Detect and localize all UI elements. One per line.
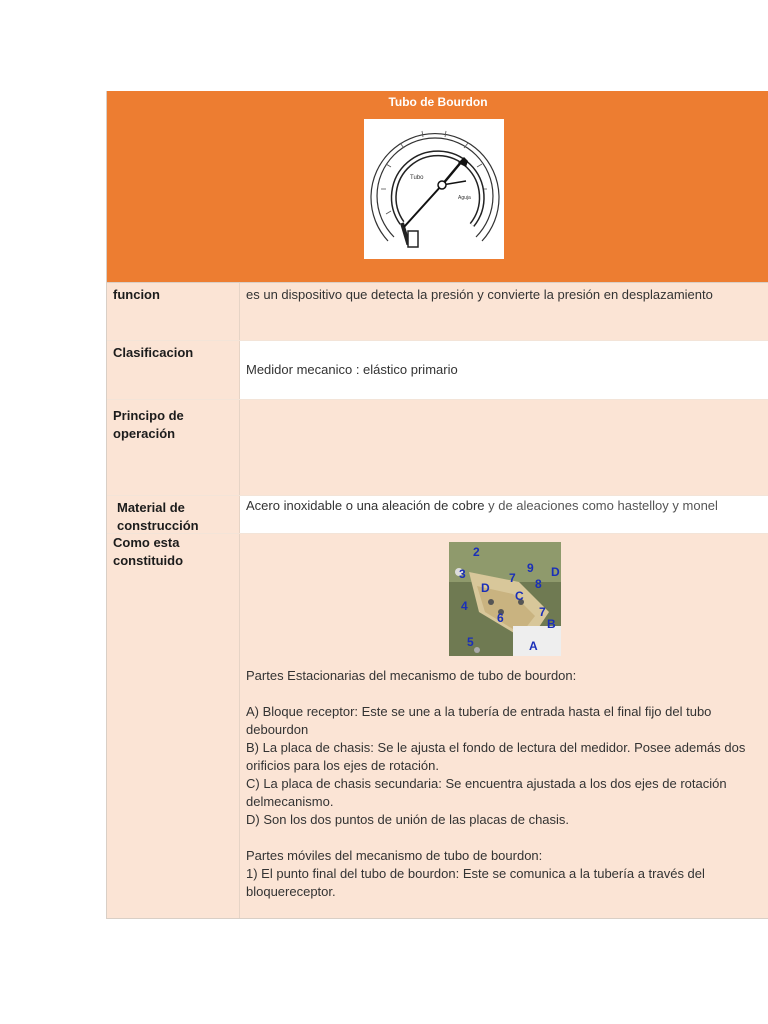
part-b: B) La placa de chasis: Se le ajusta el fondo de lectura del medidor. Posee además dos orificios para los ejes de rotación. — [246, 740, 746, 773]
material-text-b: y de aleaciones como hastelloy y monel — [488, 498, 718, 513]
row-label: Principo de operación — [107, 400, 240, 495]
row-label: Como esta constituido — [107, 534, 240, 918]
part-1: 1) El punto final del tubo de bourdon: Este se comunica a la tubería a través del bloquereceptor. — [246, 866, 705, 899]
photo-label: B — [546, 617, 556, 631]
row-value — [240, 496, 768, 533]
part-a: A) Bloque receptor: Este se une a la tubería de entrada hasta el final fijo del tubo debourdon — [246, 704, 712, 737]
stationary-title: Partes Estacionarias del mecanismo de tubo de bourdon: — [246, 668, 577, 683]
photo-label: 5 — [466, 635, 474, 649]
photo-label: 4 — [460, 599, 468, 613]
photo-label: D — [550, 565, 560, 579]
row-label: funcion — [107, 283, 240, 340]
mobile-title: Partes móviles del mecanismo de tubo de bourdon: — [246, 848, 543, 863]
photo-label: 7 — [508, 571, 516, 585]
header-title: Tubo de Bourdon — [388, 95, 488, 109]
mechanism-photo — [449, 542, 561, 656]
row-principio — [107, 400, 768, 496]
row-clasificacion — [107, 341, 768, 400]
table-header — [107, 91, 768, 283]
row-value — [240, 400, 768, 495]
photo-label: 6 — [496, 611, 504, 625]
gauge-label-aguja: Aguja — [458, 195, 471, 201]
row-label: Clasificacion — [107, 341, 240, 399]
photo-label: C — [514, 589, 524, 603]
row-value: Medidor mecanico : elástico primario — [246, 362, 458, 377]
photo-label: 8 — [534, 577, 542, 591]
photo-label: 3 — [458, 567, 466, 581]
material-text-a: Acero inoxidable o una aleación de cobre — [246, 498, 489, 513]
photo-label: 9 — [526, 561, 534, 575]
photo-label: 7 — [538, 605, 546, 619]
photo-label: D — [480, 581, 490, 595]
bourdon-table — [106, 91, 768, 919]
bourdon-gauge-illustration — [364, 119, 504, 259]
part-c: C) La placa de chasis secundaria: Se encuentra ajustada a los dos ejes de rotación delmecanismo. — [246, 776, 727, 809]
photo-label: A — [528, 639, 538, 653]
row-constituido — [107, 534, 768, 919]
photo-label: 2 — [472, 545, 480, 559]
gauge-label-tubo: Tubo — [410, 175, 424, 181]
row-value — [240, 534, 768, 918]
row-value: es un dispositivo que detecta la presión y convierte la presión en desplazamiento — [246, 287, 713, 302]
row-funcion — [107, 283, 768, 341]
part-d: D) Son los dos puntos de unión de las placas de chasis. — [246, 812, 570, 827]
row-material — [107, 496, 768, 534]
row-label: Material de construcción — [107, 496, 240, 533]
